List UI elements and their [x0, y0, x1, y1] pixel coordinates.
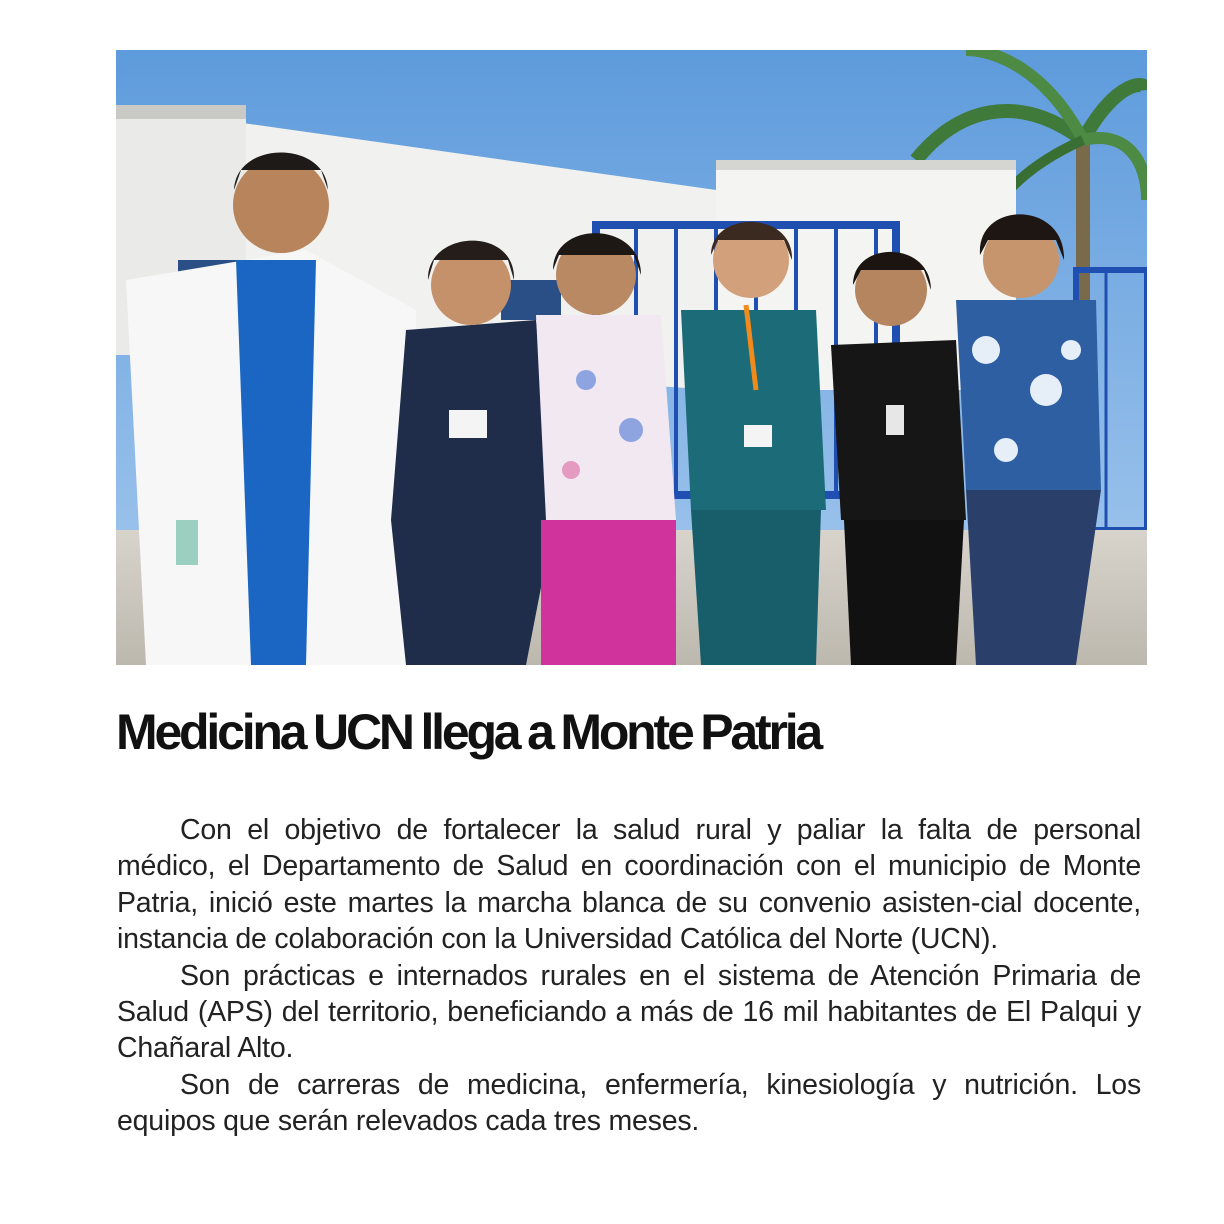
article-paragraph: Son prácticas e internados rurales en el sistema de Atención Primaria de Salud (APS) del territorio, beneficiando a más de 16 mil habitantes de El Palqui y Chañaral Alto. [117, 959, 1141, 1065]
article-paragraph: Con el objetivo de fortalecer la salud rural y paliar la falta de personal médico, el Departamento de Salud en coordinación con el municipio de Monte Patria, inició este martes la marcha blanca de su convenio asisten-cial docente, instancia de colaboración con la Universidad Católica del Norte (UCN). [117, 814, 1141, 956]
article-photo [116, 50, 1147, 665]
article-body [117, 812, 1141, 1140]
article-headline: Medicina UCN llega a Monte Patria [116, 704, 821, 760]
article-paragraph: Son de carreras de medicina, enfermería, kinesiología y nutrición. Los equipos que serán relevados cada tres meses. [117, 1068, 1141, 1138]
